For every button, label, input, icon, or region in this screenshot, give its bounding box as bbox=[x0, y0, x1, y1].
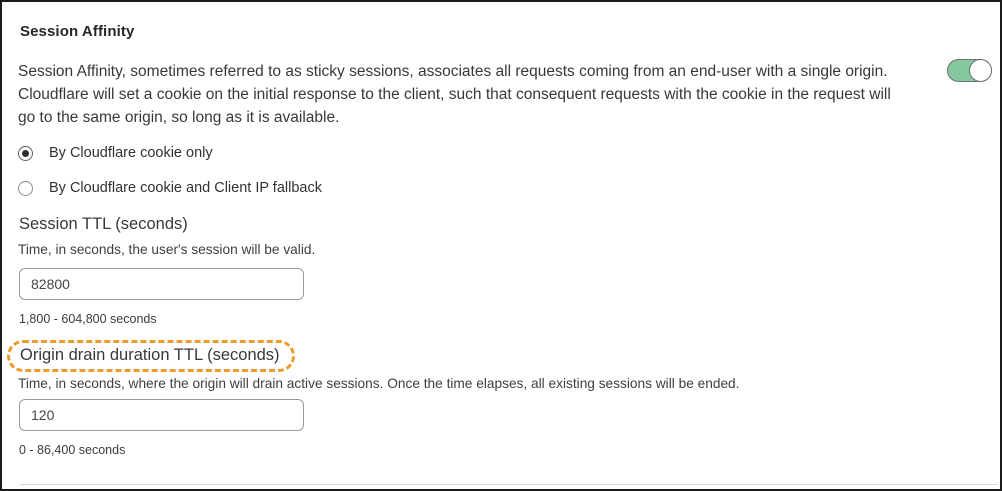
origin-drain-ttl-help: Time, in seconds, where the origin will drain active sessions. Once the time elapses, all existing sessions will be ended. bbox=[18, 376, 740, 391]
radio-selected-icon bbox=[18, 146, 33, 161]
radio-dot bbox=[22, 150, 29, 157]
origin-drain-ttl-label: Origin drain duration TTL (seconds) bbox=[20, 346, 280, 364]
origin-drain-ttl-range-hint: 0 - 86,400 seconds bbox=[19, 443, 126, 457]
session-affinity-description: Session Affinity, sometimes referred to as sticky sessions, associates all requests coming from an end-user with a single origin. Cloudflare will set a cookie on the initial response to the client, such that consequent requests with the cookie in the request will go to the same origin, so long as it is available. bbox=[18, 63, 891, 127]
radio-cookie-only[interactable] bbox=[18, 145, 213, 161]
radio-cookie-ip-fallback-label: By Cloudflare cookie and Client IP fallback bbox=[49, 180, 322, 196]
session-ttl-label: Session TTL (seconds) bbox=[19, 215, 188, 233]
session-ttl-input[interactable] bbox=[19, 268, 304, 300]
session-ttl-range-hint: 1,800 - 604,800 seconds bbox=[19, 312, 157, 326]
origin-drain-ttl-input[interactable] bbox=[19, 399, 304, 431]
panel-title: Session Affinity bbox=[20, 23, 135, 40]
origin-drain-label-highlight bbox=[7, 340, 295, 372]
section-divider bbox=[20, 484, 998, 485]
radio-cookie-only-label: By Cloudflare cookie only bbox=[49, 145, 213, 161]
radio-cookie-ip-fallback[interactable] bbox=[18, 180, 322, 196]
session-ttl-help: Time, in seconds, the user's session will be valid. bbox=[18, 242, 316, 257]
session-affinity-toggle[interactable] bbox=[947, 59, 992, 82]
toggle-knob bbox=[969, 59, 992, 82]
radio-unselected-icon bbox=[18, 181, 33, 196]
